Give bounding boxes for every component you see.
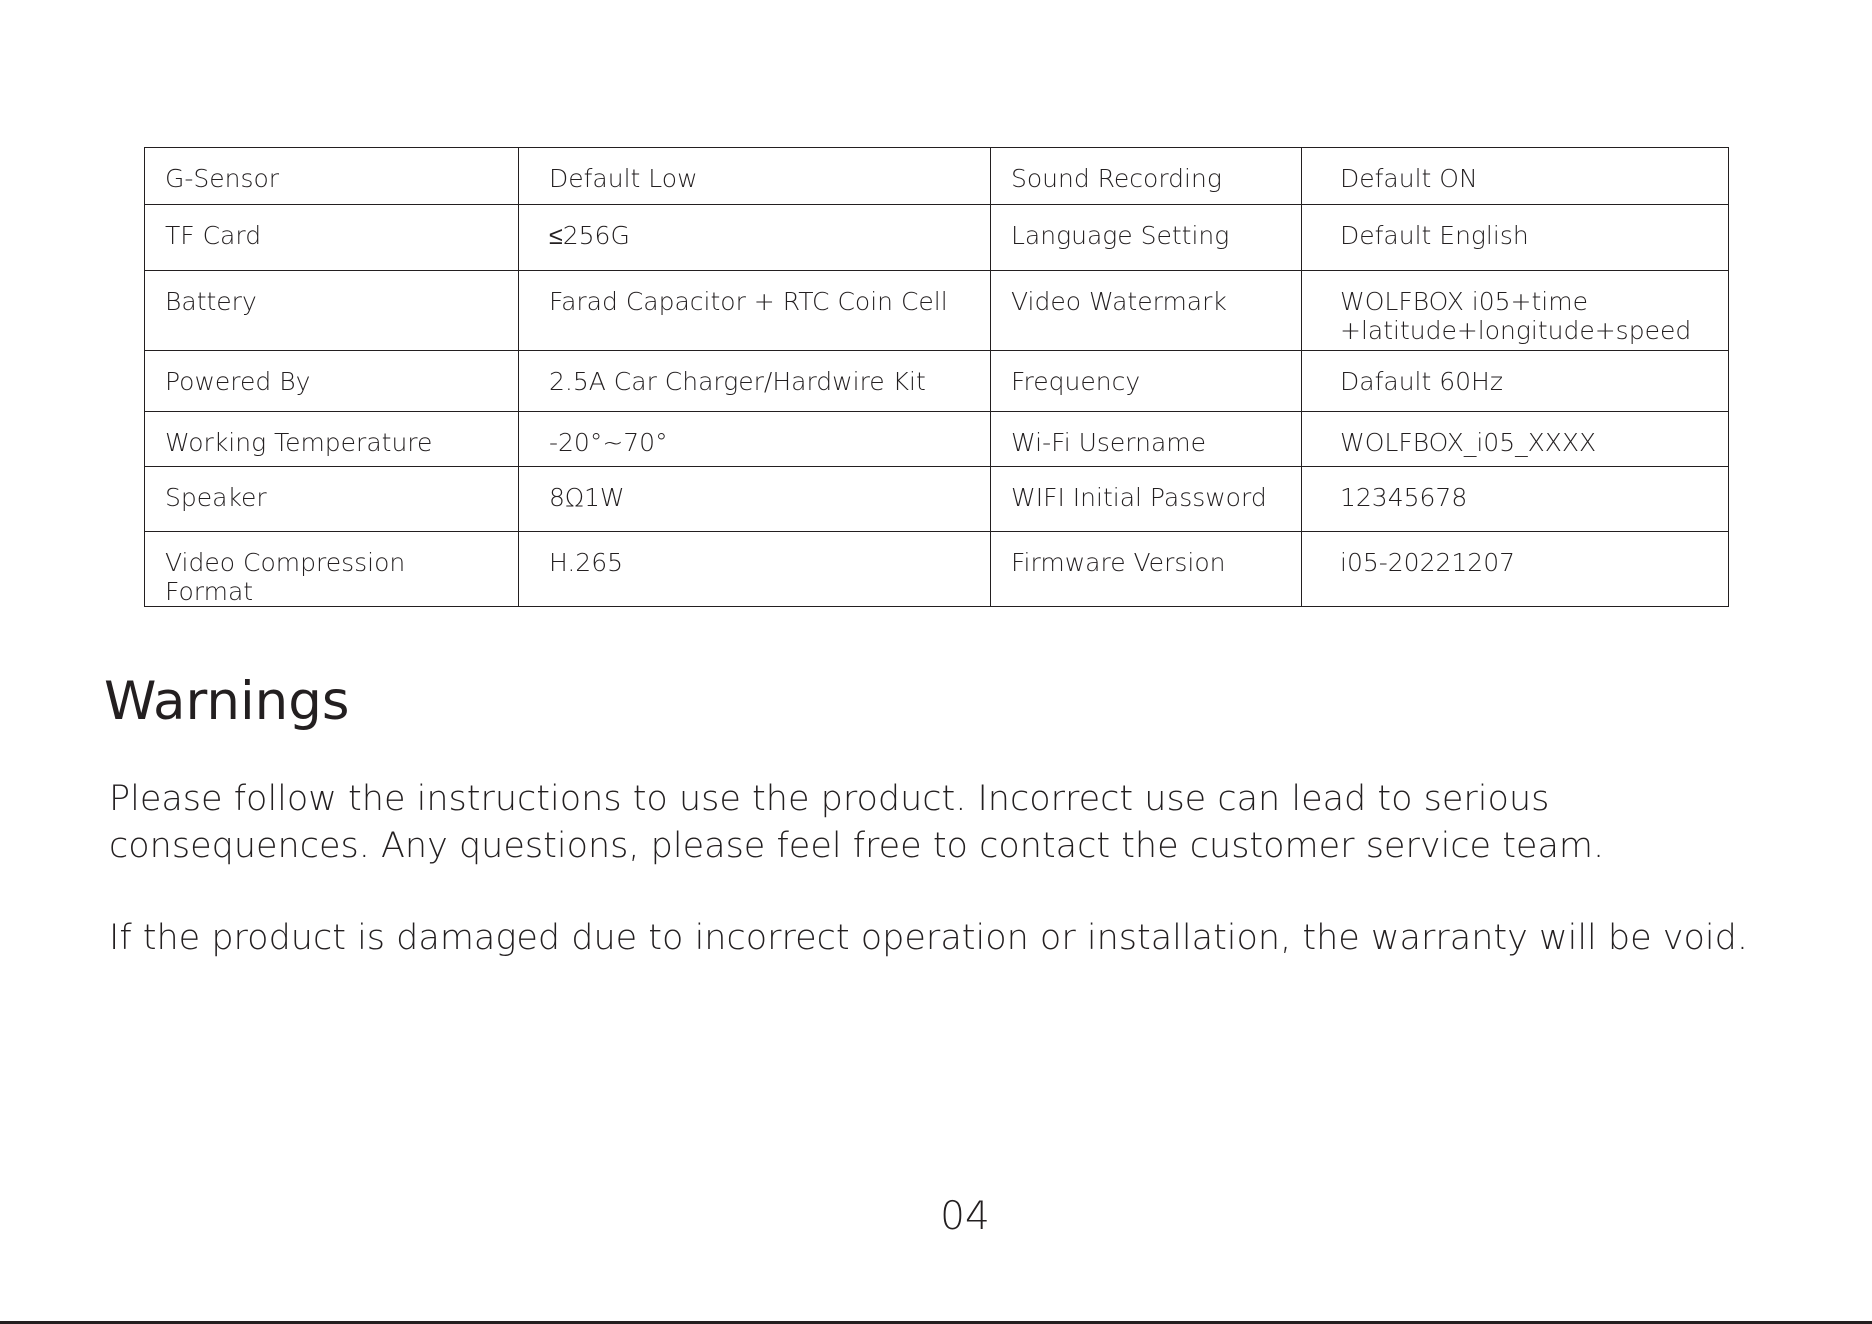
table-row (145, 412, 1729, 467)
warranty-paragraph: If the product is damaged due to incorrect operation or installation, the warranty will be void. (109, 918, 1748, 958)
table-row (145, 148, 1729, 205)
spec-label: Language Setting (991, 205, 1302, 271)
spec-label: Powered By (145, 351, 519, 412)
spec-label: G-Sensor (145, 148, 519, 205)
spec-label: Video Compression Format (145, 532, 519, 607)
spec-value: i05-20221207 (1302, 532, 1729, 607)
spec-value: 8Ω1W (519, 467, 991, 532)
spec-value: -20°~70° (519, 412, 991, 467)
table-row (145, 467, 1729, 532)
table-row (145, 532, 1729, 607)
specifications-table (144, 147, 1729, 607)
spec-value: Default ON (1302, 148, 1729, 205)
spec-value: Dafault 60Hz (1302, 351, 1729, 412)
spec-label: Working Temperature (145, 412, 519, 467)
spec-label: Sound Recording (991, 148, 1302, 205)
spec-label: Video Watermark (991, 271, 1302, 351)
spec-label: Battery (145, 271, 519, 351)
spec-label: Frequency (991, 351, 1302, 412)
spec-label: WIFI Initial Password (991, 467, 1302, 532)
spec-label: Wi-Fi Username (991, 412, 1302, 467)
spec-value: 12345678 (1302, 467, 1729, 532)
page-number: 04 (940, 1194, 990, 1239)
warnings-paragraph: Please follow the instructions to use the product. Incorrect use can lead to serious consequences. Any questions, please feel free to contact the customer service team. (109, 779, 1605, 866)
spec-value: Default Low (519, 148, 991, 205)
warnings-heading: Warnings (104, 671, 350, 732)
spec-value: WOLFBOX_i05_XXXX (1302, 412, 1729, 467)
spec-value: Farad Capacitor + RTC Coin Cell (519, 271, 991, 351)
spec-label: Speaker (145, 467, 519, 532)
table-row (145, 271, 1729, 351)
spec-label: TF Card (145, 205, 519, 271)
spec-value: Default English (1302, 205, 1729, 271)
table-row (145, 205, 1729, 271)
spec-label: Firmware Version (991, 532, 1302, 607)
spec-value: WOLFBOX i05+time +latitude+longitude+speed (1302, 271, 1729, 351)
table-row (145, 351, 1729, 412)
spec-value: ≤256G (519, 205, 991, 271)
spec-value: 2.5A Car Charger/Hardwire Kit (519, 351, 991, 412)
spec-value: H.265 (519, 532, 991, 607)
